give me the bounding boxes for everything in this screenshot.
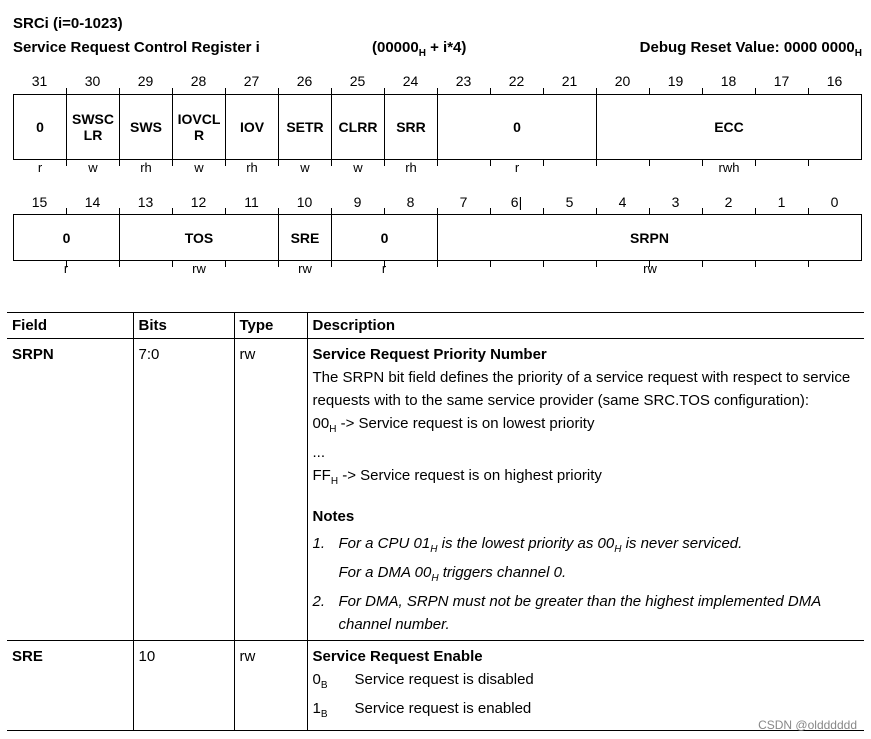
field-cell: SWS [120, 95, 173, 159]
bit-number: 24 [402, 73, 419, 89]
field-description-table [7, 312, 864, 731]
access-type: w [353, 160, 363, 175]
access-type: w [300, 160, 310, 175]
description-title: Service Request Enable [312, 648, 483, 665]
access-type: rh [140, 160, 152, 175]
enum-line: $FF_H$ -> Service request is on highest priority [312, 467, 602, 487]
access-type: rh [405, 160, 417, 175]
field-cell: SRR [385, 95, 438, 159]
bit-number: 21 [561, 73, 578, 89]
access-type: r [514, 160, 520, 175]
bit-number: 17 [773, 73, 790, 89]
access-type: rw [298, 261, 312, 276]
bit-number: 16 [826, 73, 843, 89]
bit-number: 30 [84, 73, 101, 89]
bit-number: 23 [455, 73, 472, 89]
field-cell: 0 [332, 215, 438, 260]
field-cell: SETR [279, 95, 332, 159]
field-description [307, 339, 864, 641]
field-type: rw [234, 339, 307, 641]
field-cell: 0 [438, 95, 597, 159]
bit-number: 5 [565, 194, 574, 210]
table-row [7, 339, 864, 641]
bit-number: 2 [724, 194, 733, 210]
bit-number: 28 [190, 73, 207, 89]
field-cell: 0 [14, 215, 120, 260]
bit-number: 29 [137, 73, 154, 89]
bit-number: 19 [667, 73, 684, 89]
field-cell: SRPN [630, 229, 669, 246]
bit-number: 20 [614, 73, 631, 89]
bit-number: 14 [84, 194, 101, 210]
field-description [307, 641, 864, 731]
access-type: r [63, 261, 69, 276]
bit-number: 1 [777, 194, 786, 210]
column-header: Bits [133, 313, 234, 339]
enum-line: $0_B$ Service request is disabled [312, 671, 534, 691]
access-type: r [37, 160, 43, 175]
field-cell: 0 [14, 95, 67, 159]
bit-number: 22 [508, 73, 525, 89]
bit-number: 9 [353, 194, 362, 210]
bit-number: 10 [296, 194, 313, 210]
bit-number: 4 [618, 194, 627, 210]
access-type: w [194, 160, 204, 175]
field-cell: IOVCL R [173, 95, 226, 159]
field-cell: IOV [226, 95, 279, 159]
bit-number: 27 [243, 73, 260, 89]
register-name: Service Request Control Register i [13, 39, 260, 56]
column-header: Field [7, 313, 133, 339]
field-cell: SRE [279, 215, 332, 260]
field-cell: SWSC LR [67, 95, 120, 159]
note-item: 1. For a CPU $01_H$ is the lowest priority as $00_H$ is never serviced. For a DMA $00_H$ triggers channel 0. [312, 535, 743, 584]
register-upper-half [13, 94, 862, 160]
watermark: CSDN @oldddddd [758, 718, 857, 732]
access-type: rw [643, 261, 657, 276]
access-type: rw [192, 261, 206, 276]
description-text: The SRPN bit field defines the priority of a service request with respect to service requests with to the same service provider (same SRC.TOS configuration): [312, 369, 851, 409]
reset-value: Debug Reset Value: 0000 $0000_H$ [639, 39, 862, 59]
field-cell: ECC [714, 119, 744, 135]
description-title: Service Request Priority Number [312, 346, 547, 363]
register-address: $(00000_H + i*4)$ [372, 39, 467, 59]
register-lower-half [13, 214, 862, 261]
access-type: w [88, 160, 98, 175]
field-type: rw [234, 641, 307, 731]
enum-line: $00_H$ -> Service request is on lowest priority [312, 415, 595, 435]
bit-number: 26 [296, 73, 313, 89]
field-bits: 7:0 [133, 339, 234, 641]
bit-number: 0 [830, 194, 839, 210]
bit-number: 25 [349, 73, 366, 89]
bit-number: 3 [671, 194, 680, 210]
register-title: SRCi (i=0-1023) [13, 15, 123, 32]
bit-number: 31 [31, 73, 48, 89]
enum-line: $1_B$ Service request is enabled [312, 700, 532, 720]
bit-number: 12 [190, 194, 207, 210]
notes-title: Notes [312, 508, 355, 525]
field-bits: 10 [133, 641, 234, 731]
column-header: Description [307, 313, 864, 339]
bit-number: 13 [137, 194, 154, 210]
bit-number: 18 [720, 73, 737, 89]
access-type: rh [246, 160, 258, 175]
field-cell: CLRR [332, 95, 385, 159]
bit-number: 7 [459, 194, 468, 210]
bit-number: 11 [244, 194, 259, 210]
bit-number: 6| [510, 194, 523, 210]
field-name: SRPN [7, 339, 133, 641]
note-item: 2. For DMA, SRPN must not be greater than the highest implemented DMA channel number. [312, 593, 821, 633]
enum-line: ... [312, 444, 326, 461]
table-header-row [7, 313, 864, 339]
column-header: Type [234, 313, 307, 339]
field-cell: TOS [120, 215, 279, 260]
bit-number: 8 [406, 194, 415, 210]
table-row [7, 641, 864, 731]
access-type: r [381, 261, 387, 276]
field-name: SRE [7, 641, 133, 731]
bit-number: 15 [31, 194, 48, 210]
access-type: rwh [718, 160, 740, 175]
